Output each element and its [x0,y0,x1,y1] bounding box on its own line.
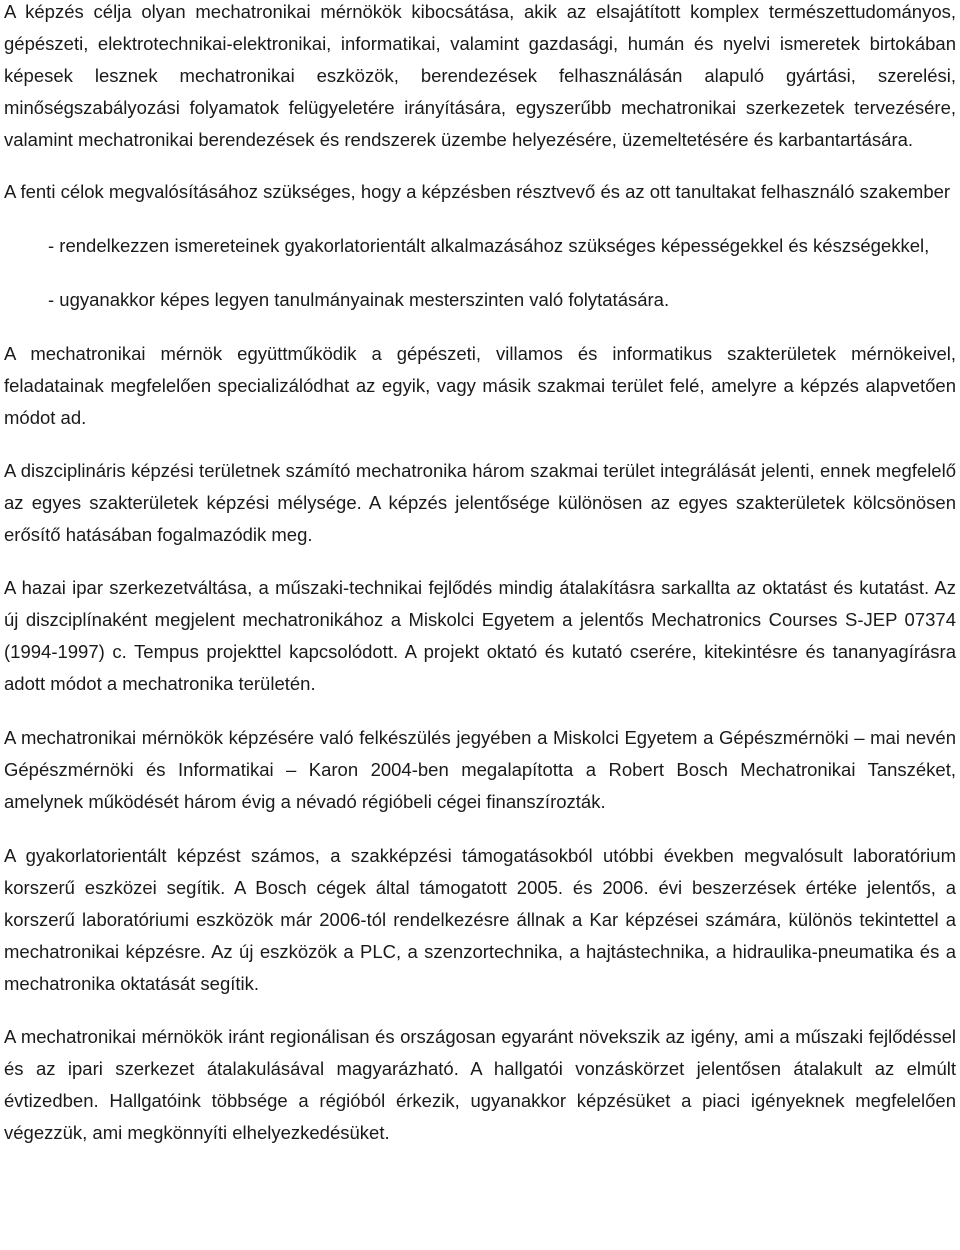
document-page [4,0,956,1149]
list-item-master-studies: - ugyanakkor képes legyen tanulmányainak mesterszinten való folytatására. [48,289,670,310]
paragraph-training-goal: A képzés célja olyan mechatronikai mérnökök kibocsátása, akik az elsajátított komplex természettudományos, gépészeti, elektrotechnikai-elektronikai, informatikai, valamint gazdasági, humán és nyelvi ismeretek birtokában képesek lesznek mechatronikai eszközök, berendezések felhasználásán alapuló gyártási, szerelési, minőségszabályozási folyamatok felügyeletére irányítására, egyszerűbb mechatronikai szerkezetek tervezésére, valamint mechatronikai berendezések és rendszerek üzembe helyezésére, üzemeltetésére és karbantartására. [4,1,956,150]
paragraph-discipline: A diszciplináris képzési területnek számító mechatronika három szakmai terület integrálását jelenti, ennek megfelelő az egyes szakterületek képzési mélysége. A képzés jelentősége különösen az egyes szakterületek kölcsönösen erősítő hatásában fogalmazódik meg. [4,460,956,545]
paragraph-department-founding: A mechatronikai mérnökök képzésére való felkészülés jegyében a Miskolci Egyetem a Gépészmérnöki – mai nevén Gépészmérnöki és Informatikai – Karon 2004-ben megalapította a Robert Bosch Mechatronikai Tanszéket, amelynek működését három évig a névadó régióbeli cégei finanszírozták. [4,727,956,812]
paragraph-requirements-intro: A fenti célok megvalósításához szükséges, hogy a képzésben résztvevő és az ott tanultakat felhasználó szakember [4,181,951,202]
paragraph-cooperation: A mechatronikai mérnök együttműködik a gépészeti, villamos és informatikus szakterületek mérnökeivel, feladatainak megfelelően specializálódhat az egyik, vagy másik szakmai terület felé, amelyre a képzés alapvetően módot ad. [4,343,956,428]
paragraph-history: A hazai ipar szerkezetváltása, a műszaki-technikai fejlődés mindig átalakításra sarkallta az oktatást és kutatást. Az új diszciplínaként megjelent mechatronikához a Miskolci Egyetem a jelentős Mechatronics Courses S-JEP 07374 (1994-1997) c. Tempus projekttel kapcsolódott. A projekt oktató és kutató cserére, kitekintésre és tananyagírásra adott módot a mechatronika területén. [4,577,956,694]
list-item-skills: - rendelkezzen ismereteinek gyakorlatorientált alkalmazásához szükséges képességekkel és készségekkel, [48,235,930,256]
paragraph-laboratory: A gyakorlatorientált képzést számos, a szakképzési támogatásokból utóbbi években megvalósult laboratórium korszerű eszközei segítik. A Bosch cégek által támogatott 2005. és 2006. évi beszerzések értéke jelentős, a korszerű laboratóriumi eszközök már 2006-tól rendelkezésre állnak a Kar képzései számára, különös tekintettel a mechatronikai képzésre. Az új eszközök a PLC, a szenzortechnika, a hajtástechnika, a hidraulika-pneumatika és a mechatronika oktatását segítik. [4,845,956,994]
paragraph-demand: A mechatronikai mérnökök iránt regionálisan és országosan egyaránt növekszik az igény, ami a műszaki fejlődéssel és az ipari szerkezet átalakulásával magyarázható. A hallgatói vonzáskörzet jelentősen átalakult az elmúlt évtizedben. Hallgatóink többsége a régióból érkezik, ugyanakkor képzésüket a piaci igényeknek megfelelően végezzük, ami megkönnyíti elhelyezkedésüket. [4,1026,956,1143]
